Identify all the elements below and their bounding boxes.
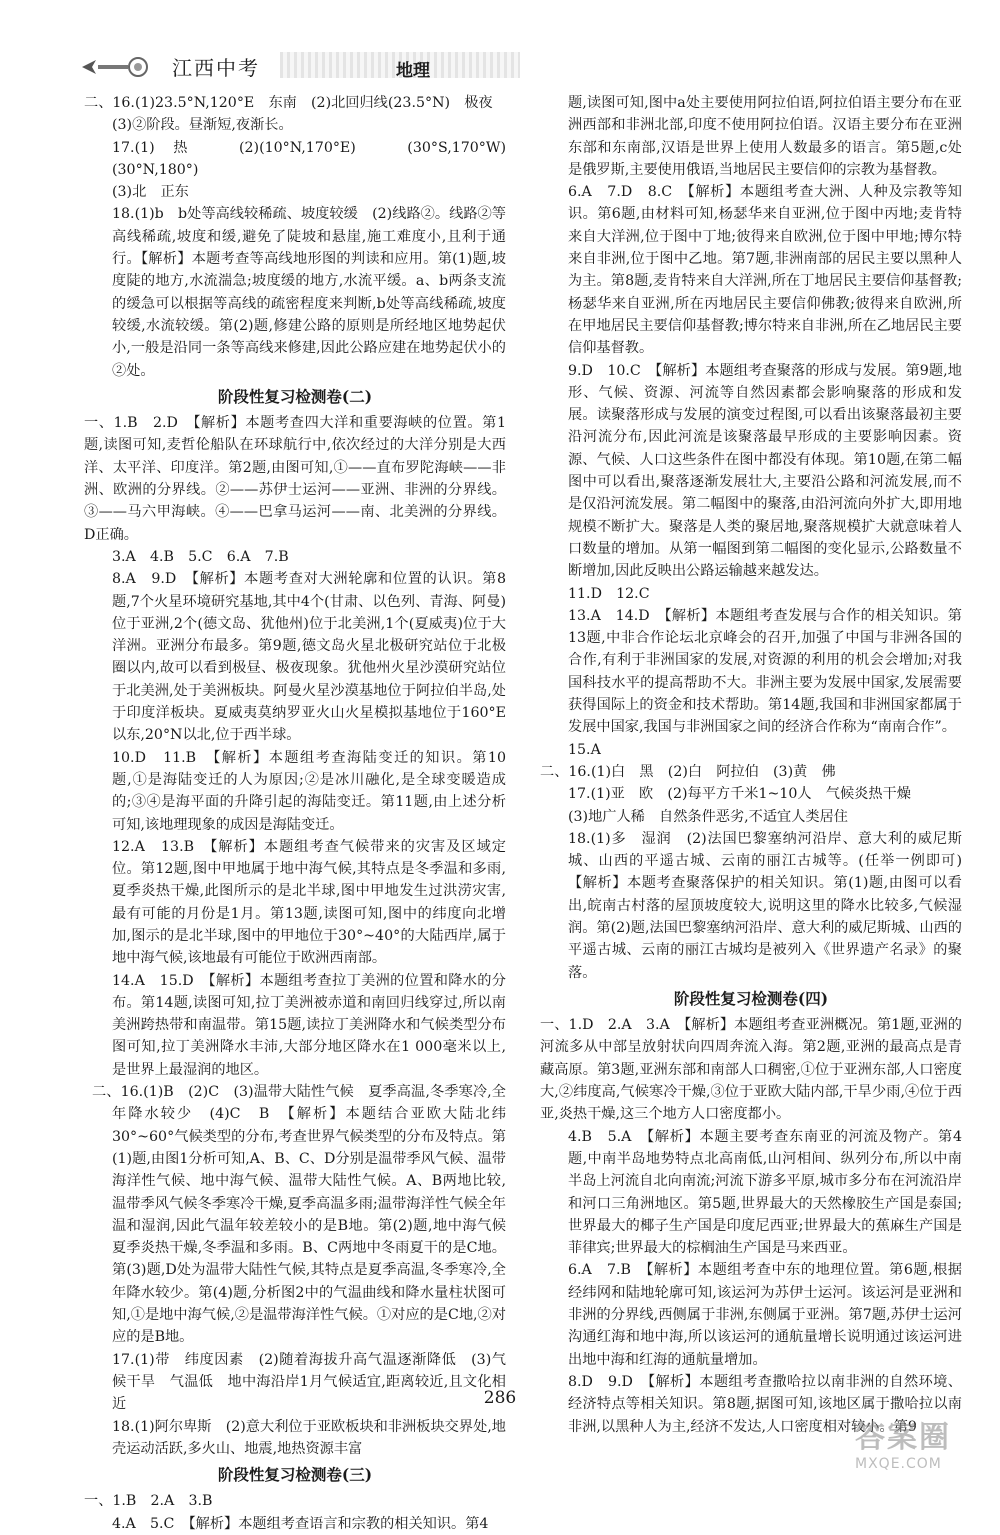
watermark xyxy=(855,1412,985,1472)
subject-title: 地理 xyxy=(396,61,430,81)
answer-paragraph: 一、1.D 2.A 3.A 【解析】本题组考查亚洲概况。第1题,亚洲的河流多从中部呈放射状向四周奔流入海。第2题,亚洲的最高点是青藏高原。第3题,亚洲东部和南部人口稠密,①位于亚洲东部,人口密度大,②纬度高,气候寒冷干燥,③位于亚欧大陆内部,干旱少雨,④位于西亚,炎热干燥,这三个地方人口密度都小。 xyxy=(540,1017,962,1123)
section-heading: 阶段性复习检测卷(四) xyxy=(673,988,829,1008)
answer-paragraph: 6.A 7.B 【解析】本题组考查中东的地理位置。第6题,根据经纬网和陆地轮廓可知,该运河为苏伊士运河。该运河是亚洲和非洲的分界线,西侧属于非洲,东侧属于亚洲。第7题,苏伊士运河沟通红海和地中海,所以该运河的通航量增长说明通过该运河进出地中海和红海的通航量增加。 xyxy=(568,1262,962,1368)
answer-paragraph: 12.A 13.B 【解析】本题组考查气候带来的灾害及区域定位。第12题,图中甲地属于地中海气候,其特点是冬季温和多雨,夏季炎热干燥,此图所示的是北半球,图中甲地发生过洪涝灾害,最有可能的月份是1月。第13题,读图可知,图中的纬度向北增加,图示的是北半球,图中的甲地位于30°~40°的大陆西岸,属于地中海气候,该地最有可能位于欧洲西南部。 xyxy=(112,838,506,967)
answer-paragraph: 二、16.(1)B (2)C (3)温带大陆性气候 夏季高温,冬季寒冷,全年降水较少 (4)C B 【解析】本题结合亚欧大陆北纬30°~60°气候类型的分布,考查世界气候类型的分布及特点。第(1)题,由图1分析可知,A、B、C、D分别是温带季风气候、温带海洋性气候、地中海气候、温带大陆性气候。A、B两地比较,温带季风气候冬季寒冷干燥,夏季高温多雨;温带海洋性气候全年温和湿润,因此气温年较差较小的是B地。第(2)题,地中海气候夏季炎热干燥,冬季温和多雨。B、C两地中冬雨夏干的是C地。第(3)题,D处为温带大陆性气候,其特点是夏季高温,冬季寒冷,全年降水较少。第(4)题,分析图2中的气温曲线和降水量柱状图可知,①是地中海气候,②是温带海洋性气候。①对应的是C地,②对应的是B地。 xyxy=(92,1084,506,1346)
answer-paragraph: 8.A 9.D 【解析】本题考查对大洲轮廓和位置的认识。第8题,7个火星环境研究基地,其中4个(甘肃、以色列、青海、阿曼)位于亚洲,2个(德文岛、犹他州)位于北美洲,1个(夏威夷)位于大洋洲。亚洲分布最多。第9题,德文岛火星北极研究站位于北极圈以内,故可以看到极昼、极夜现象。犹他州火星沙漠研究站位于北美洲,处于美洲板块。阿曼火星沙漠基地位于阿拉伯半岛,处于印度洋板块。夏威夷莫纳罗亚火山火星模拟基地位于160°E以东,20°N以北,位于西半球。 xyxy=(112,571,506,744)
answer-paragraph: 17.(1)带 纬度因素 (2)随着海拔升高气温逐渐降低 (3)气候干旱 气温低 地中海沿岸1月气候适宜,距离较近,且文化相近 xyxy=(112,1351,506,1413)
section-heading: 阶段性复习检测卷(二) xyxy=(217,386,373,406)
answer-paragraph: 17.(1)热 (2)(10°N,170°E) (30°S,170°W) (30°N,180°) xyxy=(112,139,521,178)
answer-paragraph: 二、16.(1)白 黑 (2)白 阿拉伯 (3)黄 佛 xyxy=(540,763,836,780)
answer-paragraph: 二、16.(1)23.5°N,120°E 东南 (2)北回归线(23.5°N) 极夜 xyxy=(84,95,493,111)
answer-paragraph: (3)北 正东 xyxy=(112,184,189,201)
answer-paragraph: 11.D 12.C xyxy=(568,585,650,602)
answer-paragraph: (3)②阶段。昼渐短,夜渐长。 xyxy=(112,117,293,134)
answer-paragraph: 3.A 4.B 5.C 6.A 7.B xyxy=(112,548,289,565)
answer-paragraph: 15.A xyxy=(568,741,601,758)
answer-paragraph: 6.A 7.D 8.C 【解析】本题组考查大洲、人种及宗教等知识。第6题,由材料可知,杨瑟华来自亚洲,位于图中丙地;麦肯特来自大洋洲,位于图中丁地;彼得来自欧洲,位于图中甲地;博尔特来自非洲,位于图中乙地。第7题,非洲南部的居民主要以黑种人为主。第8题,麦肯特来自大洋洲,所在丁地居民主要信仰基督教;杨瑟华来自亚洲,所在丙地居民主要信仰佛教;彼得来自欧洲,所在甲地居民主要信仰基督教;博尔特来自非洲,所在乙地居民主要信仰基督教。 xyxy=(568,184,962,357)
page-number: 286 xyxy=(483,1388,517,1408)
answer-paragraph: 13.A 14.D 【解析】本题组考查发展与合作的相关知识。第13题,中非合作论坛北京峰会的召开,加强了中国与非洲各国的合作,有利于非洲国家的发展,对资源的利用的机会会增加;对我国科技水平的提高帮助不大。非洲主要为发展中国家,发展需要获得国际上的资金和技术帮助。第14题,我国和非洲国家都属于发展中国家,我国与非洲国家之间的经济合作称为“南南合作”。 xyxy=(568,607,962,736)
answer-paragraph: 14.A 15.D 【解析】本题组考查拉丁美洲的位置和降水的分布。第14题,读图可知,拉丁美洲被赤道和南回归线穿过,所以南美洲跨热带和南温带。第15题,读拉丁美洲降水和气候类型分布图可知,拉丁美洲降水丰沛,大部分地区降水在1 000毫米以上,是世界上最湿润的地区。 xyxy=(112,972,506,1078)
answer-paragraph: 18.(1)多 湿润 (2)法国巴黎塞纳河沿岸、意大利的威尼斯城、山西的平遥古城、云南的丽江古城等。(任举一例即可)【解析】本题考查聚落保护的相关知识。第(1)题,由图可以看出,皖南古村落的屋顶坡度较大,说明这里的降水比较多,气候湿润。第(2)题,法国巴黎塞纳河沿岸、意大利的威尼斯城、山西的平遥古城、云南的丽江古城均是被列入《世界遗产名录》的聚落。 xyxy=(568,830,962,981)
left-column xyxy=(84,92,521,1535)
watermark-en: MXQE.COM xyxy=(855,1456,942,1472)
answer-paragraph: 8.D 9.D 【解析】本题组考查撒哈拉以南非洲的自然环境、经济特点等相关知识。第8题,据图可知,该地区属于撒哈拉以南非洲,以黑种人为主,经济不发达,人口密度相对较小。第9 xyxy=(568,1373,962,1435)
answer-paragraph: 一、1.B 2.D 【解析】本题考查四大洋和重要海峡的位置。第1题,读图可知,麦哲伦船队在环球航行中,依次经过的大洋分别是大西洋、太平洋、印度洋。第2题,由图可知,①——直布罗陀海峡——非洲、欧洲的分界线。②——苏伊士运河——亚洲、非洲的分界线。③——马六甲海峡。④——巴拿马运河——南、北美洲的分界线。D正确。 xyxy=(84,415,506,543)
logo-icon xyxy=(80,56,150,78)
answer-paragraph: 18.(1)b b处等高线较稀疏、坡度较缓 (2)线路②。线路②等高线稀疏,坡度和缓,避免了陡坡和悬崖,施工难度小,且利于通行。【解析】本题考查等高线地形图的判读和应用。第(1)题,坡度陡的地方,水流湍急;坡度缓的地方,水流平缓。a、b两条支流的缓急可以根据等高线的疏密程度来判断,b处等高线稀疏,坡度较缓,水流较缓。第(2)题,修建公路的原则是所经地区地势起伏小,一般是沿同一条等高线来修建,因此公路应建在地势起伏小的②处。 xyxy=(112,206,506,379)
answer-paragraph: 题,读图可知,图中a处主要使用阿拉伯语,阿拉伯语主要分布在亚洲西部和非洲北部,印度不使用阿拉伯语。汉语主要分布在亚洲东部和东南部,汉语是世界上使用人数最多的语言。第5题,c处是俄罗斯,主要使用俄语,当地居民主要信仰的宗教为基督教。 xyxy=(568,95,962,178)
answer-paragraph: 10.D 11.B 【解析】本题组考查海陆变迁的知识。第10题,①是海陆变迁的人为原因;②是冰川融化,是全球变暖造成的;③④是海平面的升降引起的海陆变迁。第11题,由上述分析可知,该地理现象的成因是海陆变迁。 xyxy=(112,749,506,833)
section-heading: 阶段性复习检测卷(三) xyxy=(217,1465,373,1485)
answer-paragraph: 17.(1)亚 欧 (2)每平方千米1~10人 气候炎热干燥 xyxy=(568,786,911,803)
answer-paragraph: 9.D 10.C 【解析】本题组考查聚落的形成与发展。第9题,地形、气候、资源、河流等自然因素都会影响聚落的形成和发展。读聚落形成与发展的演变过程图,可以看出该聚落最初主要沿河流分布,因此河流是该聚落最早形成的主要影响因素。资源、气候、人口这些条件在图中都没有体现。第10题,在第二幅图中可以看出,聚落逐渐发展壮大,主要沿公路和河流发展,而不是仅沿河流发展。第二幅图中的聚落,由沿河流向外扩大,即用地规模不断扩大。聚落是人类的聚居地,聚落规模扩大就意味着人口数量的增加。从第一幅图到第二幅图的变化显示,公路数量不断增加,因此反映出公路运输越来越发达。 xyxy=(568,362,962,580)
answer-paragraph: 一、1.B 2.A 3.B xyxy=(84,1493,213,1510)
answer-paragraph: 4.A 5.C 【解析】本题组考查语言和宗教的相关知识。第4 xyxy=(112,1515,489,1532)
page-header xyxy=(80,48,520,84)
right-column xyxy=(540,92,962,1438)
book-title: 江西中考 xyxy=(172,56,260,80)
watermark-cn: 答案圈 xyxy=(855,1420,951,1455)
answer-paragraph: 18.(1)阿尔卑斯 (2)意大利位于亚欧板块和非洲板块交界处,地壳运动活跃,多火山、地震,地热资源丰富 xyxy=(112,1418,506,1457)
answer-paragraph: (3)地广人稀 自然条件恶劣,不适宜人类居住 xyxy=(568,808,848,825)
answer-paragraph: 4.B 5.A 【解析】本题主要考查东南亚的河流及物产。第4题,中南半岛地势特点北高南低,山河相间、纵列分布,所以中南半岛上河流自北向南流;河流下游多平原,城市多分布在河流沿岸和河口三角洲地区。第5题,世界最大的天然橡胶生产国是泰国;世界最大的椰子生产国是印度尼西亚;世界最大的蕉麻生产国是菲律宾;世界最大的棕榈油生产国是马来西亚。 xyxy=(568,1128,962,1257)
